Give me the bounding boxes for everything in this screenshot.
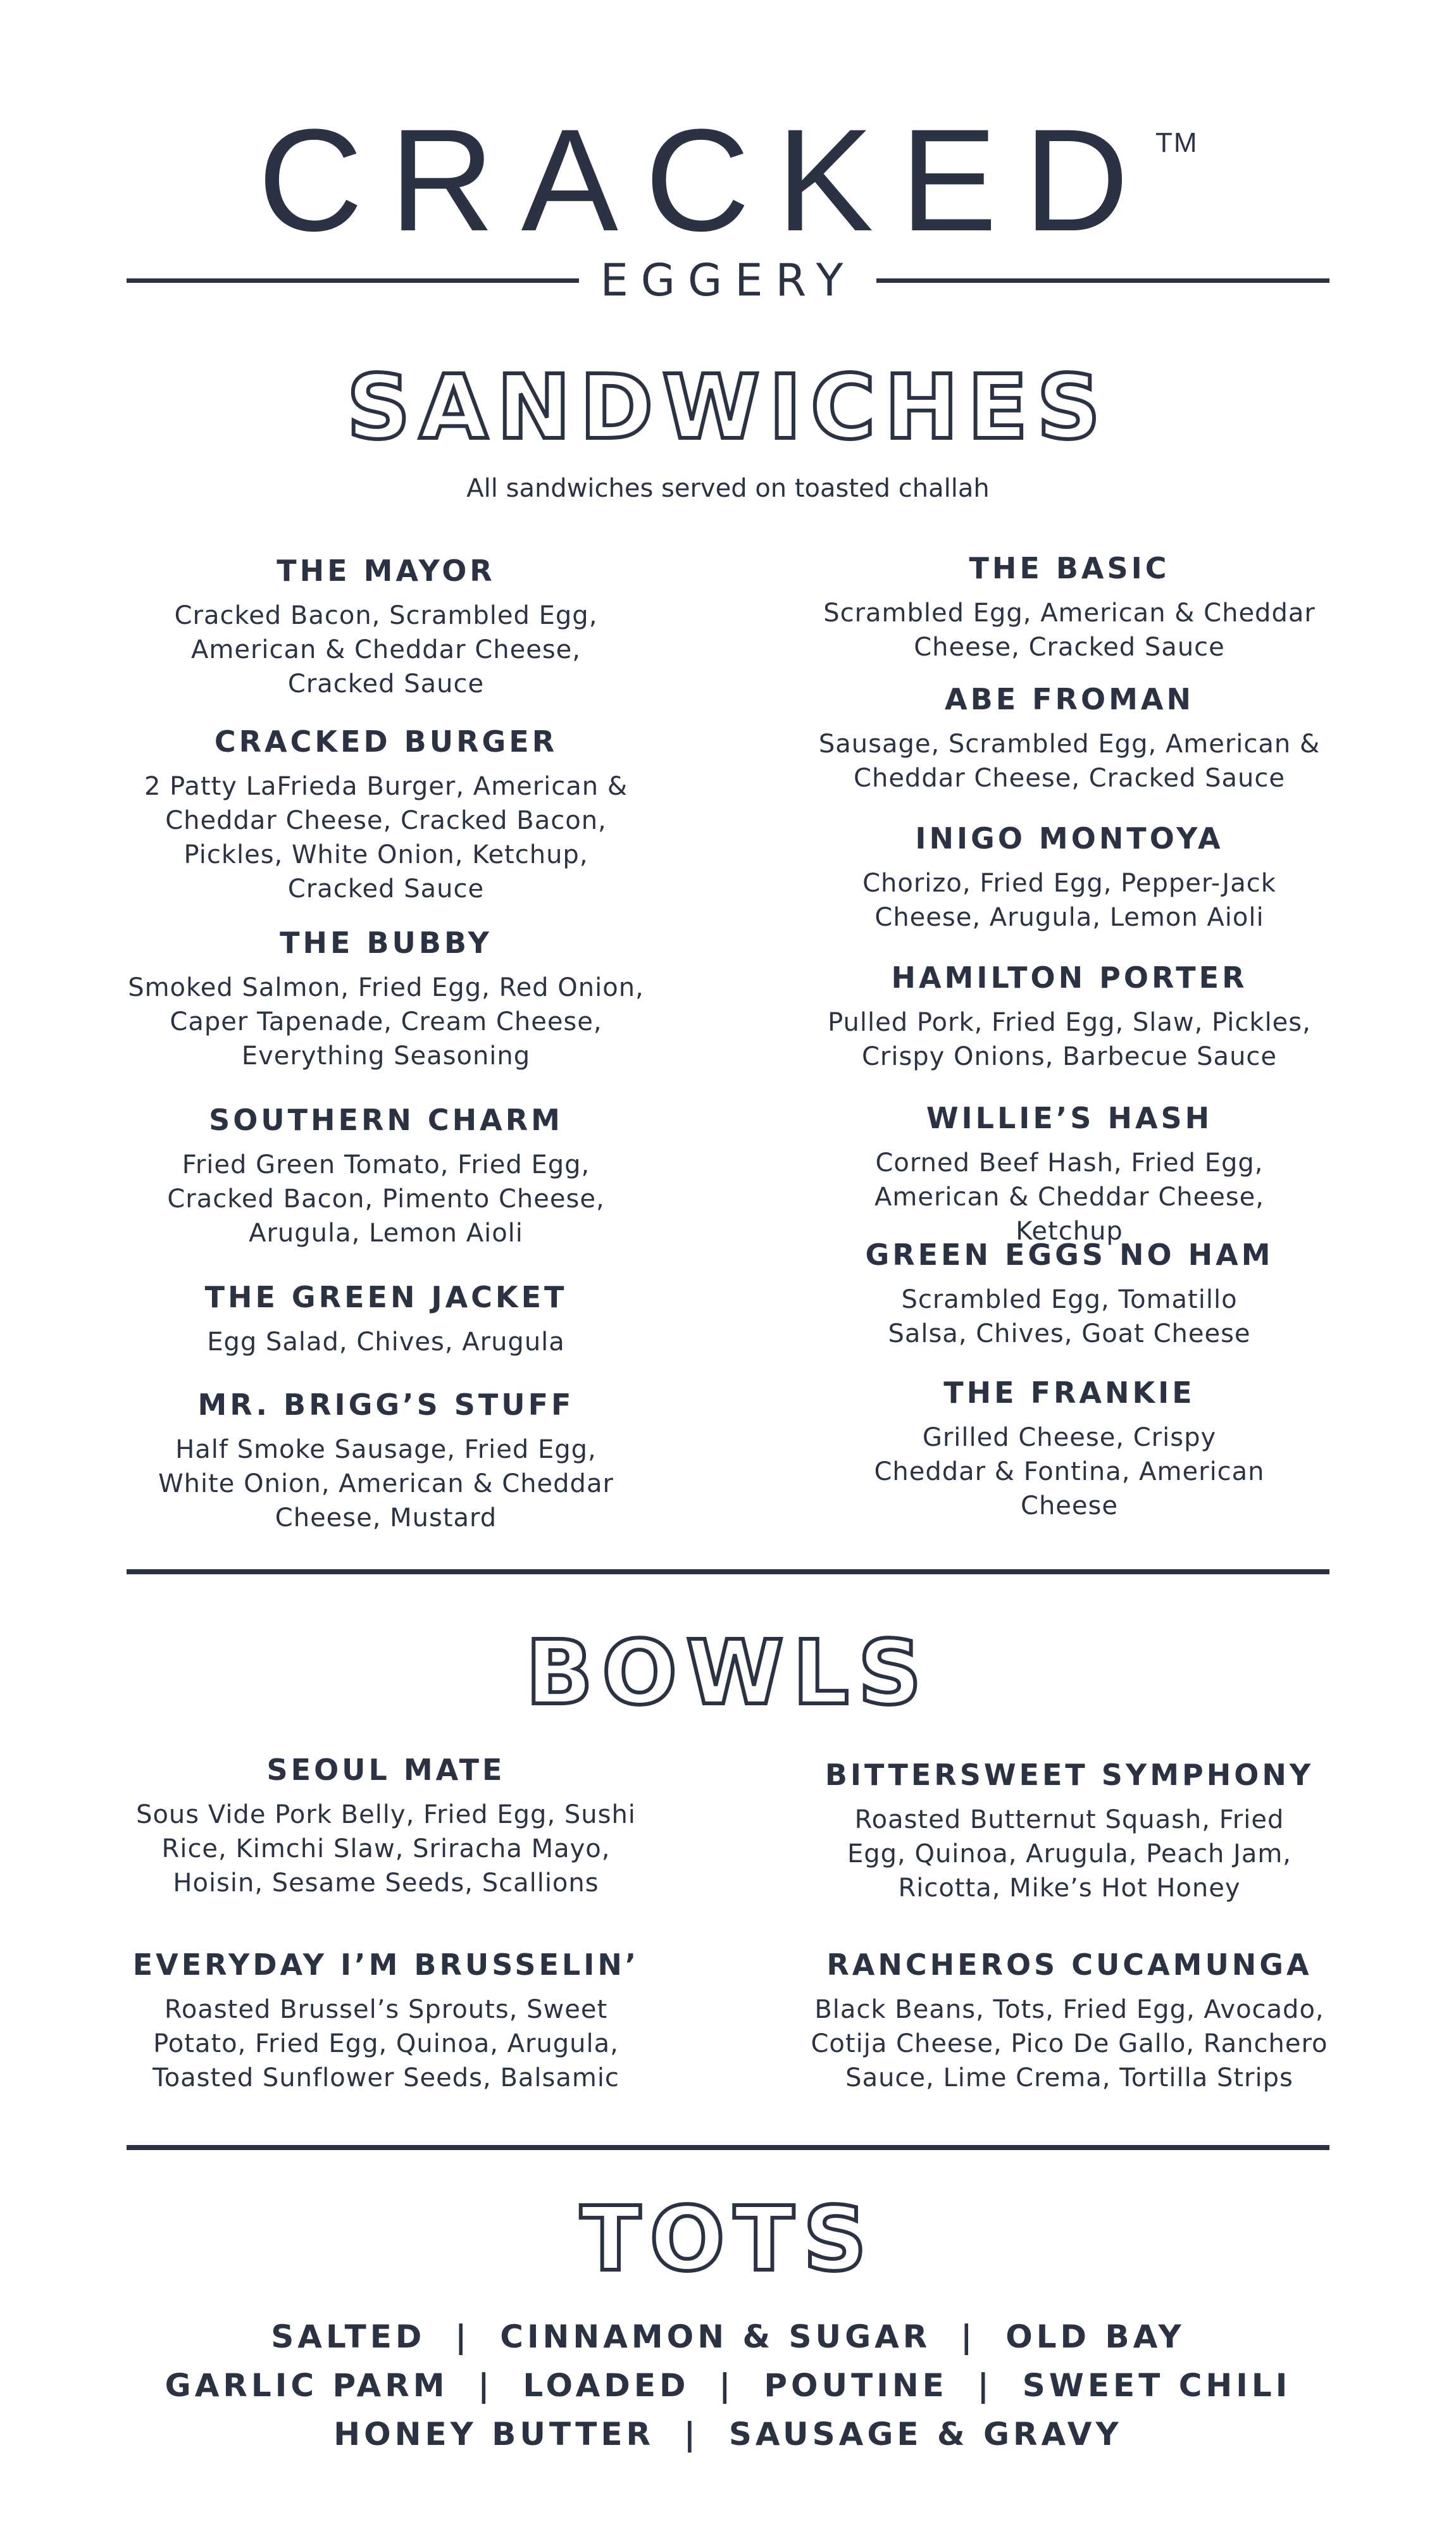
menu-item xyxy=(797,683,1341,795)
menu-item xyxy=(797,1949,1341,2095)
sandwiches-subtitle: All sandwiches served on toasted challah xyxy=(466,474,990,503)
item-name: THE FRANKIE xyxy=(943,1376,1195,1410)
menu-item xyxy=(797,1759,1341,1905)
item-name: WILLIE’S HASH xyxy=(926,1101,1213,1135)
menu-item xyxy=(797,823,1341,935)
item-description: Smoked Salmon, Fried Egg, Red Onion, Caper Tapenade, Cream Cheese, Everything Seasoning xyxy=(128,973,644,1071)
menu-item xyxy=(114,1949,658,2095)
item-description: Chorizo, Fried Egg, Pepper-Jack Cheese, Arugula, Lemon Aioli xyxy=(862,868,1276,932)
brand-subtitle: EGGERY xyxy=(600,254,856,306)
item-description: Roasted Brussel’s Sprouts, Sweet Potato, Fried Egg, Quinoa, Arugula, Toasted Sunflower Seeds, Balsamic xyxy=(152,1994,619,2093)
item-name: THE BASIC xyxy=(969,551,1170,585)
menu-item xyxy=(797,1102,1341,1248)
menu-item xyxy=(797,962,1341,1074)
item-name: THE BUBBY xyxy=(280,926,492,960)
tots-flavors-line: GARLIC PARM | LOADED | POUTINE | SWEET CHILI xyxy=(165,2367,1291,2404)
item-name: HAMILTON PORTER xyxy=(891,961,1248,995)
header-rule-left xyxy=(127,278,579,283)
item-description: Corned Beef Hash, Fried Egg, American & Cheddar Cheese, Ketchup xyxy=(874,1148,1264,1246)
section-divider xyxy=(127,2145,1329,2150)
item-name: BITTERSWEET SYMPHONY xyxy=(824,1758,1314,1792)
item-description: Cracked Bacon, Scrambled Egg, American & Cheddar Cheese, Cracked Sauce xyxy=(174,600,598,699)
item-name: SOUTHERN CHARM xyxy=(209,1103,563,1137)
menu-item xyxy=(797,1377,1341,1523)
item-name: THE MAYOR xyxy=(277,554,495,588)
item-name: SEOUL MATE xyxy=(266,1753,506,1787)
menu-item xyxy=(114,555,658,701)
brand-logo xyxy=(0,99,1456,261)
brand-name: CRACKED xyxy=(258,99,1156,261)
menu-item xyxy=(797,552,1341,664)
item-name: ABE FROMAN xyxy=(945,682,1194,716)
menu-item xyxy=(114,726,658,906)
tots-flavors-line: HONEY BUTTER | SAUSAGE & GRAVY xyxy=(333,2416,1123,2453)
item-description: Sausage, Scrambled Egg, American & Cheddar Cheese, Cracked Sauce xyxy=(818,729,1321,793)
menu-item xyxy=(114,1104,658,1250)
item-name: RANCHEROS CUCAMUNGA xyxy=(826,1948,1312,1982)
section-title-sandwiches: SANDWICHES xyxy=(346,356,1110,459)
tots-flavors-line: SALTED | CINNAMON & SUGAR | OLD BAY xyxy=(271,2318,1185,2355)
item-name: INIGO MONTOYA xyxy=(915,821,1224,855)
item-name: CRACKED BURGER xyxy=(214,724,558,759)
item-description: Black Beans, Tots, Fried Egg, Avocado, Cotija Cheese, Pico De Gallo, Ranchero Sauce, Lime Crema, Tortilla Strips xyxy=(811,1994,1328,2093)
item-description: Pulled Pork, Fried Egg, Slaw, Pickles, Crispy Onions, Barbecue Sauce xyxy=(828,1007,1311,1071)
menu-item xyxy=(114,1281,658,1359)
section-title-bowls: BOWLS xyxy=(525,1622,931,1725)
header-rule-right xyxy=(876,278,1329,283)
item-description: Egg Salad, Chives, Arugula xyxy=(207,1327,565,1357)
menu-item xyxy=(797,1239,1341,1351)
section-divider xyxy=(127,1569,1329,1574)
item-name: GREEN EGGS NO HAM xyxy=(865,1238,1274,1272)
item-description: Scrambled Egg, American & Cheddar Cheese, Cracked Sauce xyxy=(823,598,1316,662)
item-description: Fried Green Tomato, Fried Egg, Cracked Bacon, Pimento Cheese, Arugula, Lemon Aioli xyxy=(167,1150,605,1248)
menu-item xyxy=(114,1389,658,1535)
item-name: MR. BRIGG’S STUFF xyxy=(197,1388,575,1422)
item-description: Scrambled Egg, Tomatillo Salsa, Chives, Goat Cheese xyxy=(888,1284,1251,1348)
item-name: EVERYDAY I’M BRUSSELIN’ xyxy=(132,1948,640,1982)
item-description: Roasted Butternut Squash, Fried Egg, Quinoa, Arugula, Peach Jam, Ricotta, Mike’s Hot Honey xyxy=(847,1805,1292,1903)
item-name: THE GREEN JACKET xyxy=(204,1280,568,1314)
item-description: 2 Patty LaFrieda Burger, American & Cheddar Cheese, Cracked Bacon, Pickles, White Onion, Ketchup, Cracked Sauce xyxy=(144,771,628,904)
menu-item xyxy=(114,1754,658,1900)
item-description: Grilled Cheese, Crispy Cheddar & Fontina, American Cheese xyxy=(874,1422,1265,1520)
item-description: Half Smoke Sausage, Fried Egg, White Onion, American & Cheddar Cheese, Mustard xyxy=(158,1434,614,1533)
item-description: Sous Vide Pork Belly, Fried Egg, Sushi Rice, Kimchi Slaw, Sriracha Mayo, Hoisin, Sesame Seeds, Scallions xyxy=(136,1800,636,1898)
trademark: TM xyxy=(1155,127,1198,158)
menu-item xyxy=(114,927,658,1073)
section-title-tots: TOTS xyxy=(580,2188,876,2291)
